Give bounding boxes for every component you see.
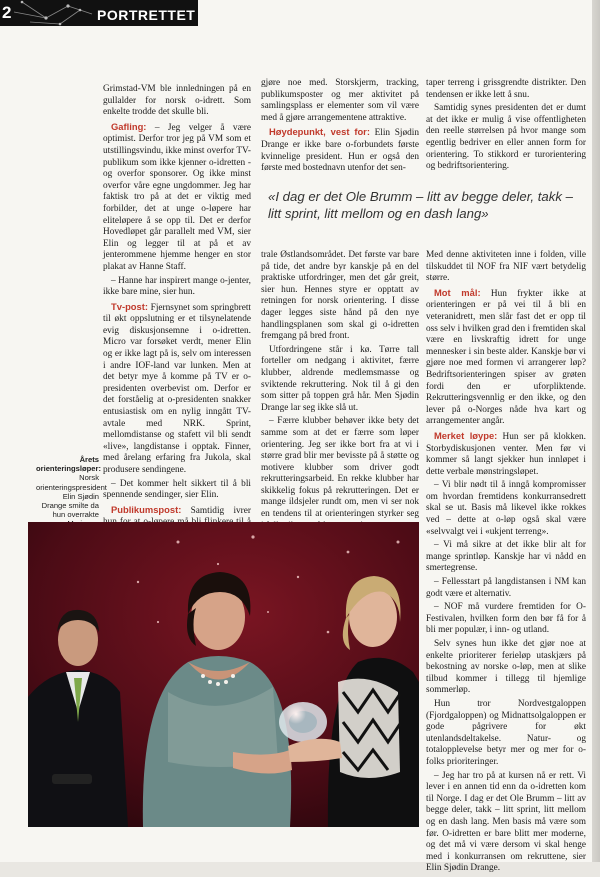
paragraph: Samtidig synes presidenten det er dumt at det ikke er mulig å vise offentligheten den reelle størrelsen på hvor mange som egentlig bedriver en eller annen form for orientering. To stikkord er turorientering og bedriftsorientering. bbox=[426, 103, 586, 172]
paragraph: Hun tror Nordvestgaloppen (Fjordgaloppen) og Midnattsolgaloppen er gode pågrivere for økt utenlandsdeltakelse. Natur- og totalopplevelse betyr mer og mer for o- folks prioriteringer. bbox=[426, 698, 586, 767]
paragraph-text: Elin Sjødin Drange er ikke bare o-forbundets første kvinnelige president. Hun er også den første med bostednavn utenfor det sen- bbox=[261, 128, 419, 174]
paragraph: Selv synes hun ikke det gjør noe at enkelte prioriterer ferieløp utaskjærs på bekostning av norske o-løp, men at slike tilbud kommer i tillegg til hjemlige sommerløp. bbox=[426, 639, 586, 696]
article-column-2-bottom bbox=[261, 250, 419, 534]
article-column-3-bottom bbox=[426, 250, 586, 877]
paragraph-text: Hun ser på klokken. Storbydiskusjonen venter. Men før vi kommer så langt sjekker hun innløpet i dette verbale mønstringsløpet. bbox=[426, 431, 586, 477]
section-header bbox=[0, 0, 198, 26]
caption-text: Norsk orienteringspresident Elin Sjødin Drange smilte da hun overrakte bbox=[36, 473, 107, 520]
subheading: Høydepunkt, vest for: bbox=[269, 126, 370, 138]
award-ceremony-photo bbox=[28, 522, 419, 827]
paragraph: gjøre noe med. Storskjerm, tracking, publikumsposter og mer aktivitet på samlingsplass er elementer som vil være med å gjøre arrangementene attraktive. bbox=[261, 78, 419, 123]
paragraph bbox=[103, 301, 251, 477]
paragraph: trale Østlandsområdet. Det første var bare på tide, det andre byr kanskje på en del praktiske utfordringer, men det går greit, sier hun. Hennes styre er opptatt av retningen for norsk orientering. I disse dager legges siste hånd på den nye handlingsplanen som skal gi o-idretten fremgang på bred front. bbox=[261, 250, 419, 342]
paragraph: Utfordringene står i kø. Tørre tall forteller om nedgang i aktivitet, færre klubber, aldrende medlemsmasse og sviktende rekruttering. Nok til å gi den som sitter på toppen grå hår. Men Sjødin Drange lar seg ikke slå ut. bbox=[261, 344, 419, 413]
caption-title: Årets orienteringsløper: bbox=[36, 455, 101, 474]
glass-trophy bbox=[279, 702, 327, 742]
article-column-2-top bbox=[261, 78, 419, 177]
article-column-3-top bbox=[426, 78, 586, 175]
subheading: Mot mål: bbox=[434, 286, 481, 298]
paragraph: taper terreng i grissgrendte distrikter. Den tendensen er ikke lett å snu. bbox=[426, 78, 586, 100]
paragraph-text: Samtidig ivrer bbox=[190, 505, 251, 516]
paragraph-text: Hun frykter ikke at orienteringen er på vei til å bli en veteranidrett, men slår fast det er opp til oss selv i hvilken grad den i fremtiden skal være en livskraftig idrett for unge mennesker i sin beste alder. Kanskje bør vi gjøre noe med formen vi arrangerer løp? Bedriftsorienteringen spiser av grøten fordi den er uforpliktende. Rekrutteringsvennlig er den ikke, og den lever på o-Norges nåde hva kart og arrangementer angår. bbox=[426, 288, 586, 427]
paragraph: – NOF må vurdere fremtiden for O-Festivalen, hvilken form den bør få for å bli mer populær, i inn- og utland. bbox=[426, 602, 586, 636]
page-edge bbox=[592, 0, 600, 862]
page-number: 2 bbox=[2, 3, 12, 22]
paragraph bbox=[103, 121, 251, 274]
paragraph: Med denne aktiviteten inne i folden, ville tilskuddet til NOF fra NIF vært betydelig større. bbox=[426, 250, 586, 284]
subheading: Merket løype: bbox=[434, 429, 498, 441]
paragraph: Grimstad-VM ble innledningen på en gullalder for norsk o-idrett. Som enkelte trodde det skulle bli. bbox=[103, 84, 251, 118]
paragraph-text: Fjernsynet som springbrett til økt oppslutning er et tilsynelatende evig diskusjonsemne i o-idretten. Micro var forsøket verdt, mener Elin og er ikke lagt på is, selv om interessen i andre IOF-land var lunken. Men at det betyr mye å komme på TV er o-presidenten overbevist om. Derfor er det forståelig at o-presidenten snakker entusiastisk om en nylig inngått TV-avtale med NRK. Sprint, mellomdistanse og stafett vil bli sendt «live», langdistanse i opptak. Finner, med årelang erfaring fra Jukola, skal produsere sendingene. bbox=[103, 302, 251, 475]
paragraph bbox=[261, 126, 419, 174]
paragraph: – Vi blir nødt til å inngå kompromisser om hvordan fremtidens konkurransedrett skal se ut. Basis må likevel ikke rokkes ved – dette at o-løp også skal være «selvvalgt vei i «ukjent terreng». bbox=[426, 480, 586, 537]
paragraph-text: – Jeg velger å være optimist. Derfor tror jeg på VM som et utstillingsvindu, ikke minst overfor TV-publikum som ikke kjenner o-idretten - og overfor sponsorer. Og ikke minst overfor våre egne ungdommer. Jeg har faktisk tro på at det er viktig med forbilder, det at unge o-løpere har eliteløpere å se opp til. Det er derfor Hovedløpet går parallelt med VM, sier Elin og legger til at på et av jenterommene hjemme henger en stor plakat av Hanne Staff. bbox=[103, 122, 251, 272]
paragraph: – Jeg har tro på at kursen nå er rett. Vi lever i en annen tid enn da o-idretten kom til Norge. I dag er det Ole Brumm – litt av begge deler, takk – litt sprint, litt mellom og en dash lang. Men basis må være som før. O-idretten er bare blitt mer moderne, og det må vi være dersom vi skal henge med i konkurransen om rekruttene, sier Elin Sjødin Drange. bbox=[426, 770, 586, 874]
paragraph: – Det kommer helt sikkert til å bli spennende sendinger, sier Elin. bbox=[103, 478, 251, 501]
pull-quote: «I dag er det Ole Brumm – litt av begge deler, takk – litt sprint, litt mellom og en dash lang» bbox=[268, 189, 573, 221]
paragraph bbox=[426, 430, 586, 478]
article-column-1 bbox=[103, 84, 251, 591]
paragraph bbox=[426, 287, 586, 428]
paragraph: – Hanne har inspirert mange o-jenter, ikke bare mine, sier hun. bbox=[103, 275, 251, 298]
subheading: Gafling: bbox=[111, 120, 147, 132]
paragraph: – Vi må sikre at det ikke blir alt for mange sprintløp. Kanskje har vi nådd en smertegrense. bbox=[426, 540, 586, 574]
paragraph: – Færre klubber behøver ikke bety det samme som at det er færre som løper orientering. Jeg ser ikke bort fra at vi i større grad blir mer bevisste på å støtte og motivere klubber som driver godt rekrutteringsarbeid. En rekke klubber har skikkelig fokus på rekrutteringen. Det er mange ildsjeler rundt om, men vi ser nok en tendens til at orienteringen styrker seg bbox=[261, 416, 419, 520]
paragraph: – Fellesstart på langdistansen i NM kan godt være et alternativ. bbox=[426, 577, 586, 599]
subheading: Tv-post: bbox=[111, 300, 148, 312]
section-title: PORTRETTET bbox=[97, 7, 196, 23]
subheading: Publikumspost: bbox=[111, 503, 182, 515]
